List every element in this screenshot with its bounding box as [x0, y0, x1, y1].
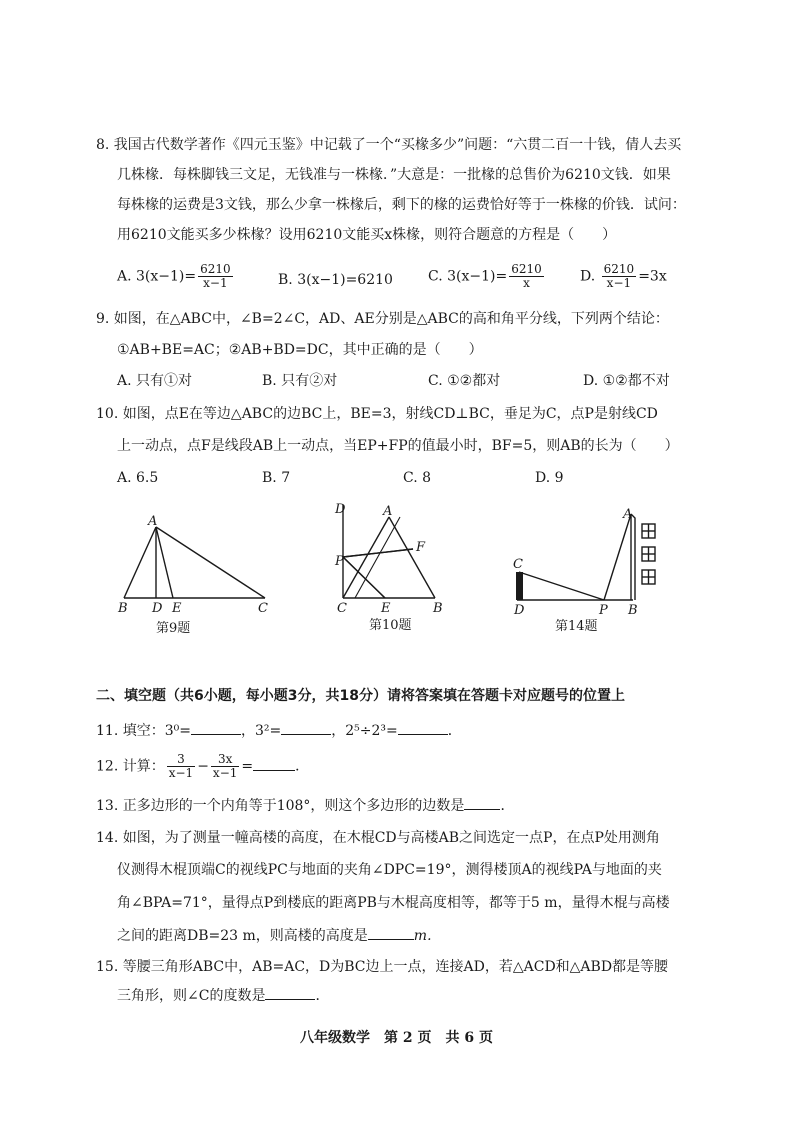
q12-label: 12. 计算： — [96, 758, 165, 775]
q12-minus: − — [197, 758, 209, 775]
q12-fraction-1-num: 3 — [167, 753, 195, 767]
q8-line4: 用6210文能买多少株椽？设用6210文能买x株椽，则符合题意的方程是（ ） — [117, 227, 617, 243]
q8-option-a-den: x−1 — [203, 276, 228, 290]
q8-option-c-den: x — [523, 276, 530, 290]
fig9-label-b: B — [118, 601, 128, 616]
q8-option-a-label: A. — [117, 268, 132, 285]
figure-q10 — [325, 495, 465, 635]
q8-option-c-fraction — [509, 263, 544, 290]
fig14-sightline-pa — [604, 514, 631, 600]
fig14-sightline-pc — [519, 572, 604, 600]
fig10-label-c: C — [337, 601, 347, 616]
q12-blank[interactable] — [253, 756, 295, 771]
q11-blank-2[interactable] — [281, 720, 331, 735]
q15-line2 — [117, 985, 329, 1006]
q11 — [96, 720, 462, 741]
fig10-segment-diagonal — [355, 517, 400, 598]
q10-line1: 10. 如图，点E在等边△ABC的边BC上，BE=3，射线CD⊥BC，垂足为C，点P是射线CD — [96, 406, 658, 422]
q14-line4 — [117, 925, 432, 946]
q13-blank[interactable] — [464, 795, 500, 810]
q8-option-d-fraction — [602, 263, 637, 290]
q9-line1: 9. 如图，在△ABC中，∠B=2∠C，AD、AE分别是△ABC的高和角平分线，下列两个结论： — [96, 311, 669, 327]
q14-line4-text: 之间的距离DB=23 m，则高楼的高度是 — [117, 928, 368, 944]
page-footer: 八年级数学 第 2 页 共 6 页 — [300, 1030, 493, 1046]
q8-line3: 每株椽的运费是3文钱，那么少拿一株椽后，剩下的椽的运费恰好等于一株椽的价钱．试问： — [117, 197, 686, 213]
fig10-label-f: F — [416, 540, 426, 555]
q12-fraction-1 — [167, 753, 195, 780]
fig10-segment-ca — [343, 517, 389, 598]
figure-q14 — [505, 500, 675, 635]
fig10-caption: 第10题 — [369, 618, 412, 633]
fig9-label-d: D — [152, 601, 163, 616]
q8-line1: 8. 我国古代数学著作《四元玉鉴》中记载了一个“买椽多少”问题：“六贯二百一十钱，倩人去买 — [96, 137, 682, 153]
fig14-label-b: B — [628, 603, 638, 618]
q8-option-b-label: B. — [278, 272, 293, 288]
q10-option-a: A. 6.5 — [117, 470, 159, 486]
q9-line2: ①AB+BE=AC；②AB+BD=DC，其中正确的是（ ） — [117, 342, 483, 358]
fig14-caption: 第14题 — [555, 619, 598, 634]
q12-fraction-2 — [211, 753, 239, 780]
q8-option-c-num: 6210 — [511, 262, 542, 276]
fig10-label-b: B — [433, 601, 443, 616]
q11-part3: ，2⁵÷2³= — [331, 723, 398, 739]
q11-label: 11. 填空： — [96, 723, 165, 739]
fig9-label-a: A — [148, 514, 158, 529]
q13-end: ． — [500, 798, 515, 814]
q12-fraction-2-num: 3x — [211, 753, 239, 767]
section-2-heading: 二、填空题（共6小题，每小题3分，共18分）请将答案填在答题卡对应题号的位置上 — [96, 688, 625, 704]
q8-option-c-label: C. — [428, 268, 443, 285]
fig14-label-a: A — [623, 507, 633, 522]
q9-option-d: D. ①②都不对 — [583, 373, 670, 389]
fig9-label-e: E — [172, 601, 182, 616]
q15-line1: 15. 等腰三角形ABC中，AB=AC，D为BC边上一点，连接AD，若△ACD和△ABD都是等腰 — [96, 959, 669, 975]
q11-blank-1[interactable] — [191, 720, 241, 735]
q12-end: ． — [295, 758, 310, 775]
q8-option-a-num: 6210 — [200, 262, 231, 276]
fig9-segment-ac — [156, 527, 265, 598]
fig9-label-c: C — [258, 601, 268, 616]
q14-line2: 仪测得木棍顶端C的视线PC与地面的夹角∠DPC=19°，测得楼顶A的视线PA与地面的夹 — [117, 862, 662, 878]
q8-option-d-label: D. — [580, 268, 596, 285]
q10-option-b: B. 7 — [262, 470, 291, 486]
q12-fraction-2-den: x−1 — [212, 766, 238, 780]
fig14-stick-cd — [516, 572, 523, 600]
q8-option-a-fraction — [198, 263, 233, 290]
fig14-label-d: D — [514, 603, 525, 618]
fig10-label-p: P — [335, 554, 344, 569]
q11-blank-3[interactable] — [398, 720, 448, 735]
q10-option-d: D. 9 — [535, 470, 564, 486]
q12-equals: = — [241, 758, 254, 775]
q15-end: ． — [315, 988, 330, 1004]
q10-line2: 上一动点，点F是线段AB上一动点，当EP+FP的值最小时，BF=5，则AB的长为（ ） — [117, 438, 679, 454]
fig10-segment-ab — [389, 517, 435, 598]
q14-blank[interactable] — [368, 925, 414, 940]
q11-part2: ，3²= — [240, 723, 282, 739]
fig9-segment-ab — [124, 527, 156, 598]
q8-option-c — [428, 263, 546, 290]
q8-option-d — [580, 263, 667, 290]
q8-option-a-lhs: 3(x−1)= — [136, 268, 197, 285]
fig14-label-p: P — [599, 603, 608, 618]
q11-part1: 3⁰= — [164, 723, 191, 739]
q14-unit: m. — [413, 928, 432, 944]
q14-line3: 角∠BPA=71°，量得点P到楼底的距离PB与木棍高度相等，都等于5 m，量得木棍与高楼 — [117, 895, 670, 911]
q8-option-d-rhs: =3x — [638, 268, 667, 285]
q9-option-c: C. ①②都对 — [428, 373, 501, 389]
q8-option-d-num: 6210 — [603, 262, 635, 276]
q15-blank[interactable] — [265, 985, 315, 1000]
q9-option-a: A. 只有①对 — [117, 373, 193, 389]
q11-end: ． — [447, 723, 462, 739]
figure-q9 — [110, 505, 280, 635]
q8-option-a — [117, 263, 235, 290]
q8-option-b — [278, 270, 393, 290]
q15-line2-text: 三角形，则∠C的度数是 — [117, 988, 266, 1004]
q12-fraction-1-den: x−1 — [168, 766, 194, 780]
fig14-label-c: C — [513, 557, 523, 572]
q12 — [96, 753, 309, 780]
fig10-label-a: A — [383, 504, 393, 519]
q13 — [96, 795, 514, 816]
fig9-bisector-ae — [156, 527, 173, 598]
fig10-label-e: E — [381, 601, 391, 616]
q8-option-b-text: 3(x−1)=6210 — [297, 272, 393, 288]
q8-line2: 几株椽．每株脚钱三文足，无钱准与一株椽．”大意是：一批椽的总售价为6210文钱．如果 — [117, 167, 671, 183]
q8-option-d-den: x−1 — [606, 276, 632, 290]
q9-option-b: B. 只有②对 — [262, 373, 338, 389]
q14-line1: 14. 如图，为了测量一幢高楼的高度，在木棍CD与高楼AB之间选定一点P，在点P处用测角 — [96, 830, 660, 846]
q10-option-c: C. 8 — [403, 470, 432, 486]
q8-option-c-lhs: 3(x−1)= — [447, 268, 508, 285]
fig10-label-d: D — [335, 502, 346, 517]
fig10-segment-pe-dup — [343, 557, 385, 598]
fig9-caption: 第9题 — [156, 621, 191, 635]
q13-text: 13. 正多边形的一个内角等于108°，则这个多边形的边数是 — [96, 798, 465, 814]
